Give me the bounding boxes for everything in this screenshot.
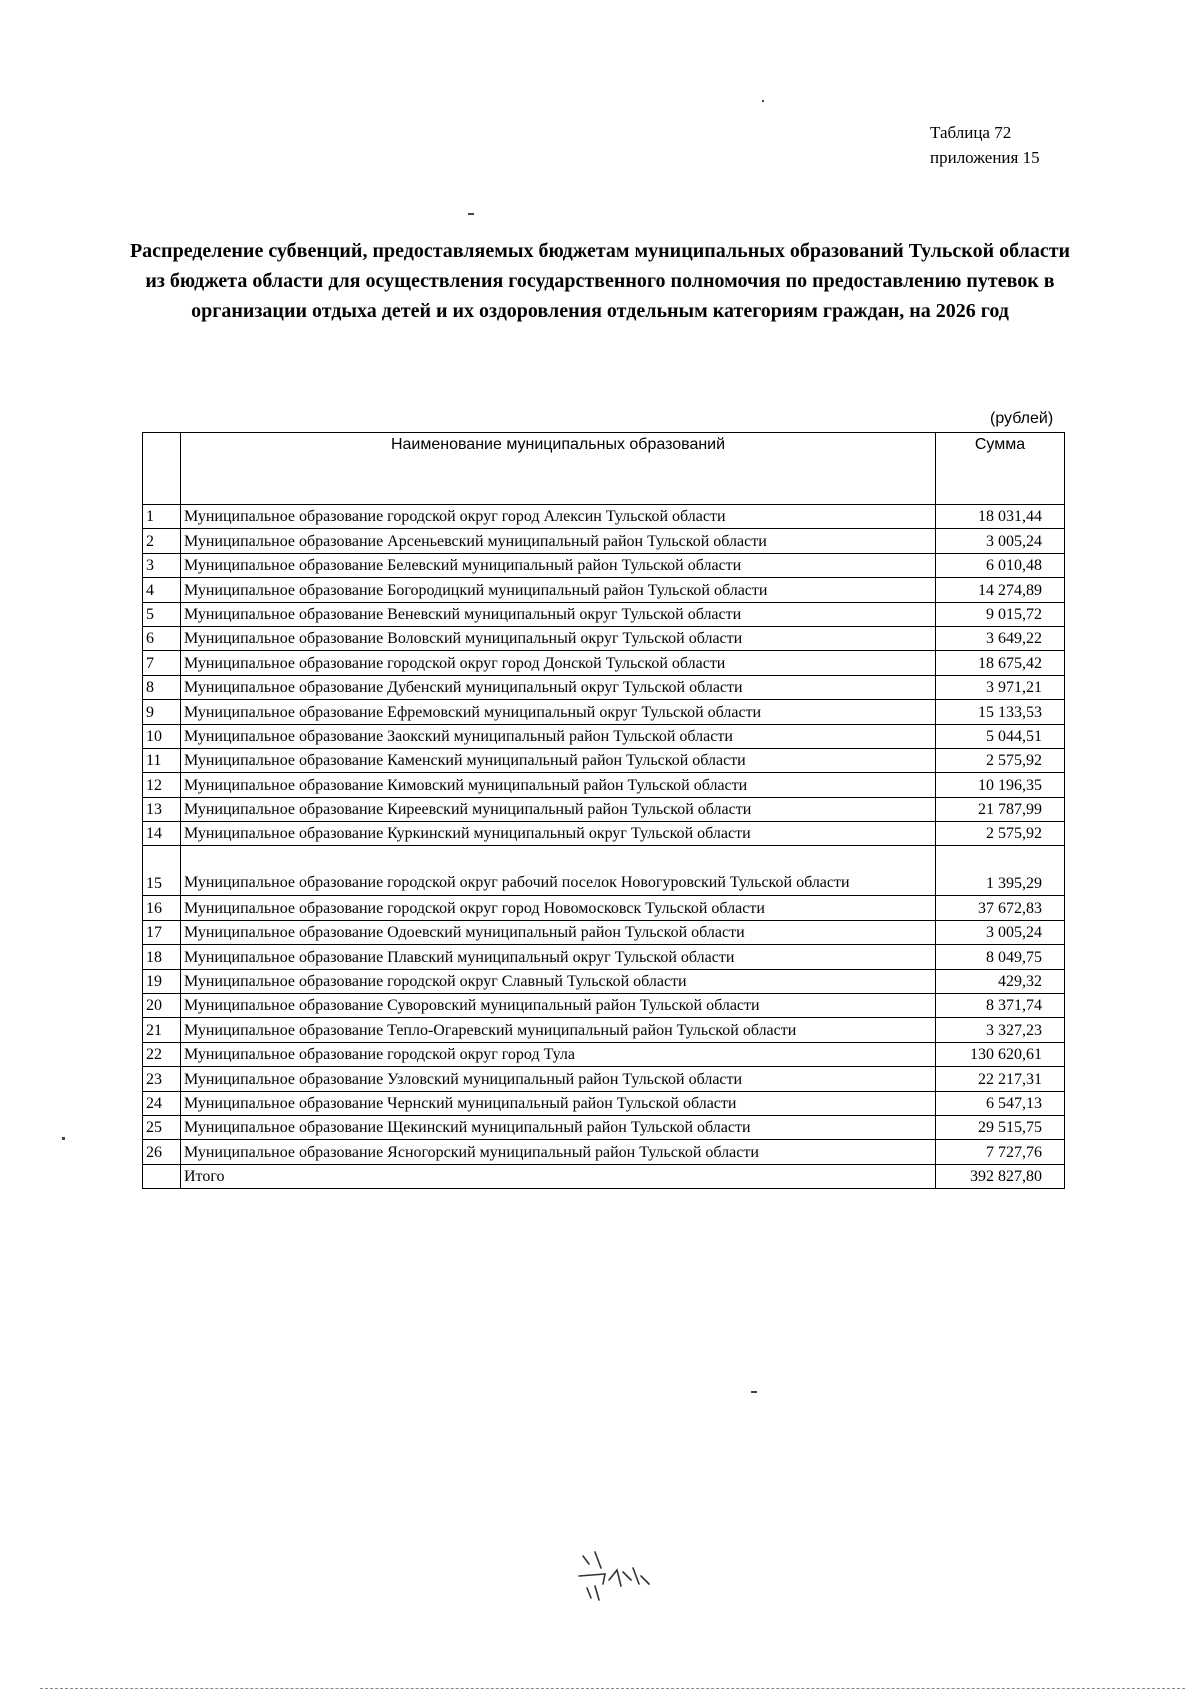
row-number: 19 <box>143 969 181 993</box>
subvention-amount: 3 327,23 <box>936 1018 1065 1042</box>
municipality-name: Муниципальное образование Каменский муниципальный район Тульской области <box>181 748 936 772</box>
table-row <box>143 651 1065 675</box>
row-number: 14 <box>143 822 181 846</box>
row-number: 25 <box>143 1115 181 1139</box>
municipality-name: Муниципальное образование Ефремовский муниципальный округ Тульской области <box>181 700 936 724</box>
scan-speck <box>751 1391 757 1393</box>
municipality-name: Муниципальное образование городской округ город Донской Тульской области <box>181 651 936 675</box>
scan-speck <box>468 213 474 215</box>
table-row <box>143 700 1065 724</box>
subvention-amount: 18 675,42 <box>936 651 1065 675</box>
municipality-name: Муниципальное образование Веневский муниципальный округ Тульской области <box>181 602 936 626</box>
municipality-name: Муниципальное образование городской округ город Тула <box>181 1042 936 1066</box>
subvention-amount: 3 649,22 <box>936 626 1065 650</box>
subvention-amount: 15 133,53 <box>936 700 1065 724</box>
handwritten-mark <box>575 1550 685 1630</box>
table-row <box>143 969 1065 993</box>
table-row <box>143 529 1065 553</box>
municipality-name: Муниципальное образование городской округ город Алексин Тульской области <box>181 505 936 529</box>
subvention-amount: 22 217,31 <box>936 1067 1065 1091</box>
unit-note: (рублей) <box>990 410 1054 427</box>
municipality-name: Муниципальное образование городской округ Славный Тульской области <box>181 969 936 993</box>
row-number: 22 <box>143 1042 181 1066</box>
table-row <box>143 1067 1065 1091</box>
subvention-amount: 14 274,89 <box>936 578 1065 602</box>
table-row <box>143 675 1065 699</box>
table-row <box>143 846 1065 896</box>
table-row <box>143 994 1065 1018</box>
subvention-table <box>142 432 1065 1189</box>
row-number: 13 <box>143 797 181 821</box>
table-row <box>143 748 1065 772</box>
municipality-name: Муниципальное образование городской округ рабочий поселок Новогуровский Тульской области <box>181 846 936 896</box>
header-sum: Сумма <box>936 433 1065 505</box>
total-row <box>143 1164 1065 1188</box>
table-row <box>143 797 1065 821</box>
subvention-amount: 3 005,24 <box>936 529 1065 553</box>
row-number: 21 <box>143 1018 181 1042</box>
subvention-amount: 29 515,75 <box>936 1115 1065 1139</box>
table-row <box>143 578 1065 602</box>
row-number: 12 <box>143 773 181 797</box>
municipality-name: Муниципальное образование Кимовский муниципальный район Тульской области <box>181 773 936 797</box>
table-row <box>143 945 1065 969</box>
row-number: 15 <box>143 846 181 896</box>
subvention-amount: 21 787,99 <box>936 797 1065 821</box>
row-number: 7 <box>143 651 181 675</box>
subvention-amount: 429,32 <box>936 969 1065 993</box>
table-row <box>143 1042 1065 1066</box>
table-header-row <box>143 433 1065 505</box>
municipality-name: Муниципальное образование Суворовский муниципальный район Тульской области <box>181 994 936 1018</box>
table-row <box>143 1091 1065 1115</box>
subvention-amount: 6 010,48 <box>936 553 1065 577</box>
municipality-name: Муниципальное образование Одоевский муниципальный район Тульской области <box>181 920 936 944</box>
subvention-amount: 1 395,29 <box>936 846 1065 896</box>
row-number: 11 <box>143 748 181 772</box>
table-body <box>143 505 1065 1165</box>
table-row <box>143 602 1065 626</box>
row-number: 4 <box>143 578 181 602</box>
row-number: 6 <box>143 626 181 650</box>
subvention-amount: 5 044,51 <box>936 724 1065 748</box>
table-reference <box>930 120 1040 170</box>
subvention-amount: 2 575,92 <box>936 748 1065 772</box>
total-number <box>143 1164 181 1188</box>
table-row <box>143 505 1065 529</box>
row-number: 2 <box>143 529 181 553</box>
municipality-name: Муниципальное образование Тепло-Огаревский муниципальный район Тульской области <box>181 1018 936 1042</box>
row-number: 23 <box>143 1067 181 1091</box>
subvention-amount: 10 196,35 <box>936 773 1065 797</box>
subvention-amount: 130 620,61 <box>936 1042 1065 1066</box>
table-row <box>143 1140 1065 1164</box>
municipality-name: Муниципальное образование Щекинский муниципальный район Тульской области <box>181 1115 936 1139</box>
row-number: 1 <box>143 505 181 529</box>
total-label: Итого <box>181 1164 936 1188</box>
row-number: 18 <box>143 945 181 969</box>
subvention-amount: 8 049,75 <box>936 945 1065 969</box>
table-number: Таблица 72 <box>930 123 1012 142</box>
table-row <box>143 920 1065 944</box>
subvention-amount: 3 971,21 <box>936 675 1065 699</box>
subvention-amount: 9 015,72 <box>936 602 1065 626</box>
municipality-name: Муниципальное образование Воловский муниципальный округ Тульской области <box>181 626 936 650</box>
table-row <box>143 553 1065 577</box>
municipality-name: Муниципальное образование Заокский муниципальный район Тульской области <box>181 724 936 748</box>
table-row <box>143 822 1065 846</box>
subvention-amount: 18 031,44 <box>936 505 1065 529</box>
row-number: 3 <box>143 553 181 577</box>
row-number: 8 <box>143 675 181 699</box>
municipality-name: Муниципальное образование Плавский муниципальный округ Тульской области <box>181 945 936 969</box>
municipality-name: Муниципальное образование Узловский муниципальный район Тульской области <box>181 1067 936 1091</box>
row-number: 9 <box>143 700 181 724</box>
municipality-name: Муниципальное образование Чернский муниципальный район Тульской области <box>181 1091 936 1115</box>
row-number: 24 <box>143 1091 181 1115</box>
municipality-name: Муниципальное образование Дубенский муниципальный округ Тульской области <box>181 675 936 699</box>
row-number: 17 <box>143 920 181 944</box>
subvention-amount: 8 371,74 <box>936 994 1065 1018</box>
municipality-name: Муниципальное образование Куркинский муниципальный округ Тульской области <box>181 822 936 846</box>
document-title: Распределение субвенций, предоставляемых бюджетам муниципальных образований Тульской области из бюджета области для осуществления государственного полномочия по предоставлению путевок в организации отдыха детей и их оздоровления отдельным категориям граждан, на 2026 год <box>129 240 1071 322</box>
row-number: 20 <box>143 994 181 1018</box>
row-number: 5 <box>143 602 181 626</box>
scan-speck <box>762 100 764 102</box>
row-number: 10 <box>143 724 181 748</box>
table-row <box>143 1115 1065 1139</box>
subvention-amount: 6 547,13 <box>936 1091 1065 1115</box>
municipality-name: Муниципальное образование городской округ город Новомосковск Тульской области <box>181 896 936 920</box>
municipality-name: Муниципальное образование Ясногорский муниципальный район Тульской области <box>181 1140 936 1164</box>
table-row <box>143 724 1065 748</box>
municipality-name: Муниципальное образование Арсеньевский муниципальный район Тульской области <box>181 529 936 553</box>
appendix-reference: приложения 15 <box>930 148 1040 167</box>
table-row <box>143 626 1065 650</box>
table-row <box>143 1018 1065 1042</box>
table-row <box>143 773 1065 797</box>
row-number: 26 <box>143 1140 181 1164</box>
subvention-amount: 7 727,76 <box>936 1140 1065 1164</box>
scan-speck <box>62 1137 65 1140</box>
subvention-amount: 3 005,24 <box>936 920 1065 944</box>
subvention-amount: 2 575,92 <box>936 822 1065 846</box>
municipality-name: Муниципальное образование Киреевский муниципальный район Тульской области <box>181 797 936 821</box>
municipality-name: Муниципальное образование Богородицкий муниципальный район Тульской области <box>181 578 936 602</box>
page-edge-line <box>40 1688 1185 1689</box>
table-row <box>143 896 1065 920</box>
subvention-amount: 37 672,83 <box>936 896 1065 920</box>
header-name: Наименование муниципальных образований <box>181 433 936 505</box>
header-number <box>143 433 181 505</box>
municipality-name: Муниципальное образование Белевский муниципальный район Тульской области <box>181 553 936 577</box>
row-number: 16 <box>143 896 181 920</box>
total-sum: 392 827,80 <box>936 1164 1065 1188</box>
